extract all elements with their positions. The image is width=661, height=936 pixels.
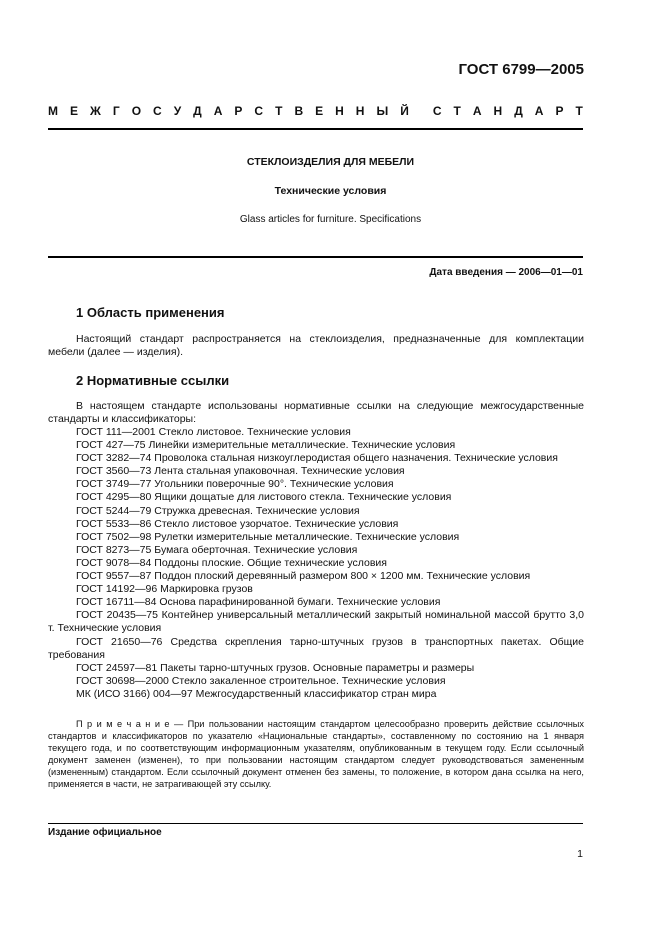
reference-item: ГОСТ 7502—98 Рулетки измерительные металлические. Технические условия [76,530,460,543]
interstate-letter: Р [555,104,564,118]
interstate-letter: Е [315,104,324,118]
reference-item: ГОСТ 3749—77 Угольники поверочные 90°. Технические условия [76,478,394,491]
interstate-standard-banner [48,104,583,118]
document-title: СТЕКЛОИЗДЕЛИЯ ДЛЯ МЕБЕЛИ [246,156,415,168]
title-divider [48,256,583,258]
interstate-letter: Т [275,104,283,118]
section-2-heading: 2 Нормативные ссылки [76,373,230,388]
reference-item: ГОСТ 5244—79 Стружка древесная. Технические условия [76,504,360,517]
interstate-letter: Н [335,104,344,118]
reference-item: ГОСТ 3560—73 Лента стальная упаковочная. Технические условия [76,465,405,478]
interstate-letter: С [432,104,442,118]
reference-item: ГОСТ 24597—81 Пакеты тарно-штучных грузов. Основные параметры и размеры [76,661,475,674]
interstate-letter: У [173,104,182,118]
interstate-letter: Н [355,104,365,118]
top-divider [48,128,583,130]
interstate-letter: В [294,104,304,118]
normative-references-list [48,426,584,701]
reference-item: ГОСТ 14192—96 Маркировка грузов [76,583,253,596]
interstate-letter: С [254,104,264,118]
interstate-letter: Ы [376,104,389,118]
interstate-letter: Е [70,104,79,118]
document-subtitle: Технические условия [274,185,387,197]
interstate-letter: Г [112,104,120,118]
interstate-letter: А [472,104,482,118]
reference-item: ГОСТ 427—75 Линейки измерительные металлические. Технические условия [76,439,456,452]
reference-item: ГОСТ 9557—87 Поддон плоский деревянный размером 800 × 1200 мм. Технические условия [76,570,531,583]
document-title-english: Glass articles for furniture. Specifications [239,214,422,225]
reference-item: ГОСТ 5533—86 Стекло листовое узорчатое. Технические условия [76,517,399,530]
official-edition-label: Издание официальное [48,827,162,838]
interstate-letter: Т [575,104,583,118]
reference-item: ГОСТ 4295—80 Ящики дощатые для листового стекла. Технические условия [76,491,452,504]
reference-item: ГОСТ 21650—76 Средства скрепления тарно-штучных грузов в транспортных пакетах. Общие требования [48,635,584,661]
reference-item: ГОСТ 8273—75 Бумага оберточная. Технические условия [76,543,358,556]
interstate-letter: О [131,104,142,118]
section-2-intro: В настоящем стандарте использованы нормативные ссылки на следующие межгосударственные стандарты и классификаторы: [48,400,584,425]
interstate-letter: А [534,104,544,118]
reference-item: МК (ИСО 3166) 004—97 Межгосударственный классификатор стран мира [76,687,437,700]
interstate-letter: Т [453,104,461,118]
introduction-date: Дата введения — 2006—01—01 [429,267,583,278]
interstate-letter: Р [234,104,243,118]
footer-divider [48,823,583,824]
reference-item: ГОСТ 3282—74 Проволока стальная низкоуглеродистая общего назначения. Технические условия [76,452,558,465]
reference-item: ГОСТ 16711—84 Основа парафинированной бумаги. Технические условия [76,596,441,609]
interstate-letter: А [213,104,223,118]
section-1-text: Настоящий стандарт распространяется на стеклоизделия, предназначенные для комплектации мебели (далее — изделия). [48,333,584,358]
interstate-letter: С [153,104,162,118]
interstate-letter: Д [514,104,523,118]
reference-item: ГОСТ 111—2001 Стекло листовое. Технические условия [76,426,351,438]
reference-item: ГОСТ 20435—75 Контейнер универсальный металлический закрытый номинальной массой брутто 3,0 т. Технические условия [48,609,584,635]
interstate-letter: Д [193,104,202,118]
document-code: ГОСТ 6799—2005 [458,61,584,78]
reference-item: ГОСТ 9078—84 Поддоны плоские. Общие технические условия [76,556,387,569]
reference-item: ГОСТ 30698—2000 Стекло закаленное строительное. Технические условия [76,674,446,687]
section-1-heading: 1 Область применения [76,305,225,320]
interstate-letter: Н [493,104,503,118]
interstate-letter: М [48,104,58,118]
interstate-letter: Ж [90,104,101,118]
interstate-letter: Й [400,104,409,118]
references-note: П р и м е ч а н и е — При пользовании настоящим стандартом целесообразно проверить действие ссылочных стандартов и классификаторов по указателю «Национальные стандарты», составленному по состоянию на 1 января текущего года, и по соответствующим информационным указателям, опубликованным в текущем году. Если ссылочный документ заменен (изменен), то при пользовании настоящим стандартом следует руководствоваться замененным (измененным) стандартом. Если ссылочный документ отменен без замены, то положение, в котором дана ссылка на него, применяется в части, не затрагивающей эту ссылку. [48,719,584,790]
page-number: 1 [577,848,583,860]
